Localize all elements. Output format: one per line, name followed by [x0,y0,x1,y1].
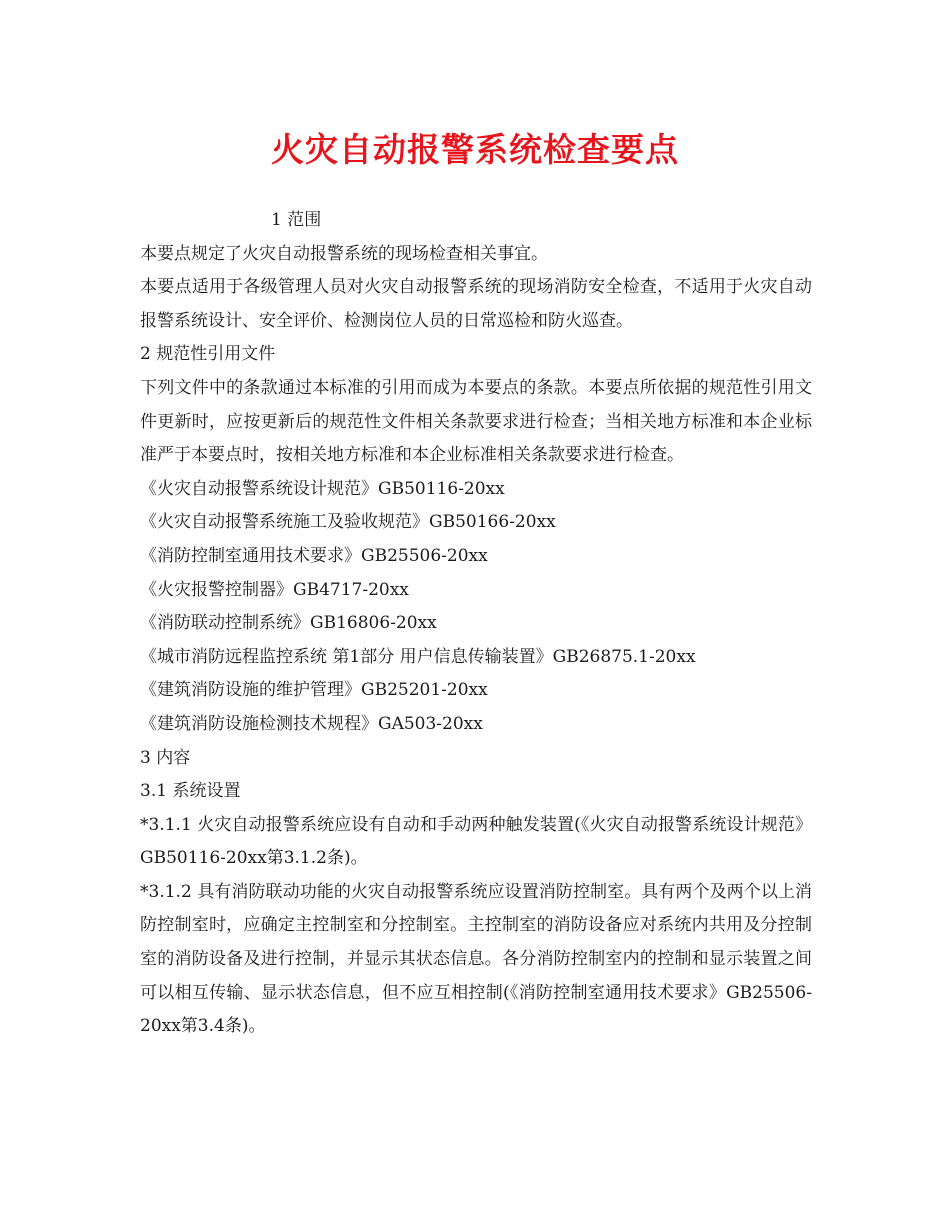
document-title: 火灾自动报警系统检查要点 [271,130,679,169]
reference-item: 《城市消防远程监控系统 第1部分 用户信息传输装置》GB26875.1-20xx [140,646,696,667]
reference-item: 《火灾报警控制器》GB4717-20xx [140,579,409,600]
section-heading: 1 范围 [271,210,322,230]
paragraph: 本要点适用于各级管理人员对火灾自动报警系统的现场消防安全检查，不适用于火灾自动报警系统设计、安全评价、检测岗位人员的日常巡检和防火巡查。 [140,277,812,331]
reference-item: 《消防联动控制系统》GB16806-20xx [140,613,437,634]
paragraph: 下列文件中的条款通过本标准的引用而成为本要点的条款。本要点所依据的规范性引用文件更新时，应按更新后的规范性文件相关条款要求进行检查；当相关地方标准和本企业标准严于本要点时，按相关地方标准和本企业标准相关条款要求进行检查。 [140,377,812,466]
paragraph: *3.1.1 火灾自动报警系统应设有自动和手动两种触发装置(《火灾自动报警系统设计规范》GB50116-20xx第3.1.2条)。 [140,814,812,869]
paragraph: 本要点规定了火灾自动报警系统的现场检查相关事宜。 [140,243,548,264]
section-heading: 3.1 系统设置 [140,781,241,802]
reference-item: 《建筑消防设施检测技术规程》GA503-20xx [140,713,483,734]
reference-item: 《火灾自动报警系统设计规范》GB50116-20xx [140,478,505,499]
section-heading: 2 规范性引用文件 [140,344,276,365]
reference-item: 《建筑消防设施的维护管理》GB25201-20xx [140,680,488,701]
reference-item: 《消防控制室通用技术要求》GB25506-20xx [140,545,488,566]
document-body [140,204,812,1044]
reference-item: 《火灾自动报警系统施工及验收规范》GB50166-20xx [140,512,556,533]
section-heading: 3 内容 [140,747,191,768]
paragraph: *3.1.2 具有消防联动功能的火灾自动报警系统应设置消防控制室。具有两个及两个以上消防控制室时，应确定主控制室和分控制室。主控制室的消防设备应对系统内共用及分控制室的消防设备及进行控制，并显示其状态信息。各分消防控制室内的控制和显示装置之间可以相互传输、显示状态信息，但不应互相控制(《消防控制室通用技术要求》GB25506-20xx第3.4条)。 [140,881,812,1037]
